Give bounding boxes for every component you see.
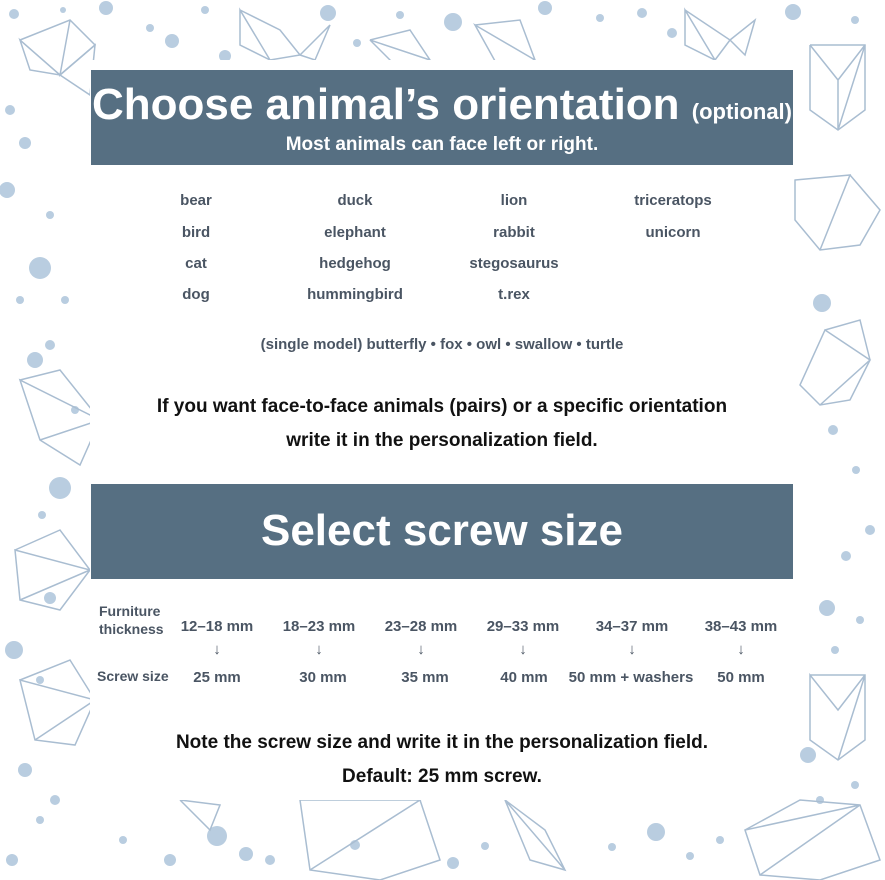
animal-item: rabbit (493, 224, 535, 241)
background-dot (447, 857, 459, 869)
background-dot (596, 14, 604, 22)
orientation-title: Choose animal’s orientation (optional) (91, 80, 792, 129)
animal-item: t.rex (498, 286, 530, 303)
screw-cell: 40 mm (500, 669, 548, 686)
thickness-cell: 18–23 mm (282, 618, 356, 635)
background-dot (6, 854, 18, 866)
background-dot (647, 823, 665, 841)
background-dot (819, 600, 835, 616)
optional-tag: (optional) (691, 99, 792, 124)
background-dot (785, 4, 801, 20)
background-dot (164, 854, 176, 866)
screw-cell: 30 mm (299, 669, 347, 686)
background-dot (481, 842, 489, 850)
thickness-cell: 29–33 mm (486, 618, 560, 635)
background-dot (18, 763, 32, 777)
background-dot (29, 257, 51, 279)
background-dot (16, 296, 24, 304)
down-arrow-icon: ↓ (315, 641, 323, 658)
animal-item: bird (181, 224, 211, 241)
animal-item: bear (180, 192, 212, 209)
screw-cell: 50 mm (717, 669, 765, 686)
thickness-cell: 23–28 mm (384, 618, 458, 635)
background-dot (608, 843, 616, 851)
background-dot (265, 855, 275, 865)
animal-item: hedgehog (319, 255, 391, 272)
background-dot (856, 616, 864, 624)
down-arrow-icon: ↓ (737, 641, 745, 658)
background-dot (45, 340, 55, 350)
animal-item: stegosaurus (469, 255, 559, 272)
orientation-note-line-2: write it in the personalization field. (286, 430, 598, 451)
background-dot (239, 847, 253, 861)
background-dot (61, 296, 69, 304)
background-dot (851, 16, 859, 24)
background-dot (44, 592, 56, 604)
background-dot (396, 11, 404, 19)
background-dot (353, 39, 361, 47)
background-dot (19, 137, 31, 149)
background-dot (831, 646, 839, 654)
background-dot (99, 1, 113, 15)
thickness-cell: 38–43 mm (704, 618, 778, 635)
animal-item: triceratops (634, 192, 712, 209)
orientation-note-line-1: If you want face-to-face animals (pairs) or a specific orientation (156, 396, 728, 417)
animal-item: cat (185, 255, 207, 272)
background-dot (5, 105, 15, 115)
background-dot (46, 211, 54, 219)
animal-item: elephant (324, 224, 386, 241)
screw-title: Select screw size (260, 506, 623, 555)
screw-row-label: Screw size (97, 668, 169, 684)
animal-item: dog (182, 286, 210, 303)
background-dot (667, 28, 677, 38)
background-dot (852, 466, 860, 474)
screw-cell: 25 mm (193, 669, 241, 686)
background-dot (320, 5, 336, 21)
thickness-row-label: Furniture thickness (99, 603, 164, 637)
screw-note-line-2: Default: 25 mm screw. (342, 766, 542, 787)
thickness-cell: 12–18 mm (180, 618, 254, 635)
background-dot (201, 6, 209, 14)
screw-banner (91, 484, 793, 579)
animal-item: unicorn (645, 224, 701, 241)
thickness-cell: 34–37 mm (595, 618, 669, 635)
background-dot (686, 852, 694, 860)
background-dot (716, 836, 724, 844)
down-arrow-icon: ↓ (213, 641, 221, 658)
screw-note-line-1: Note the screw size and write it in the personalization field. (175, 732, 709, 753)
orientation-subtitle: Most animals can face left or right. (285, 134, 599, 155)
background-dot (5, 641, 23, 659)
background-dot (637, 8, 647, 18)
screw-cell: 50 mm + washers (568, 669, 694, 686)
down-arrow-icon: ↓ (628, 641, 636, 658)
background-dot (816, 796, 824, 804)
background-dot (27, 352, 43, 368)
background-dot (0, 182, 15, 198)
background-dot (36, 676, 44, 684)
background-dot (38, 511, 46, 519)
background-dot (9, 9, 19, 19)
background-dot (813, 294, 831, 312)
background-dot (165, 34, 179, 48)
single-model-list: (single model) butterfly • fox • owl • swallow • turtle (260, 336, 624, 353)
background-dot (60, 7, 66, 13)
background-dot (119, 836, 127, 844)
down-arrow-icon: ↓ (519, 641, 527, 658)
background-dot (49, 477, 71, 499)
animal-item: hummingbird (307, 286, 403, 303)
background-dot (800, 747, 816, 763)
background-dot (851, 781, 859, 789)
background-dot (50, 795, 60, 805)
down-arrow-icon: ↓ (417, 641, 425, 658)
orientation-banner (91, 70, 793, 165)
background-dot (841, 551, 851, 561)
background-dot (146, 24, 154, 32)
animal-item: lion (500, 192, 528, 209)
background-dot (865, 525, 875, 535)
animal-item: duck (337, 192, 373, 209)
background-dot (36, 816, 44, 824)
background-dot (828, 425, 838, 435)
screw-cell: 35 mm (401, 669, 449, 686)
background-dot (444, 13, 462, 31)
background-dot (538, 1, 552, 15)
